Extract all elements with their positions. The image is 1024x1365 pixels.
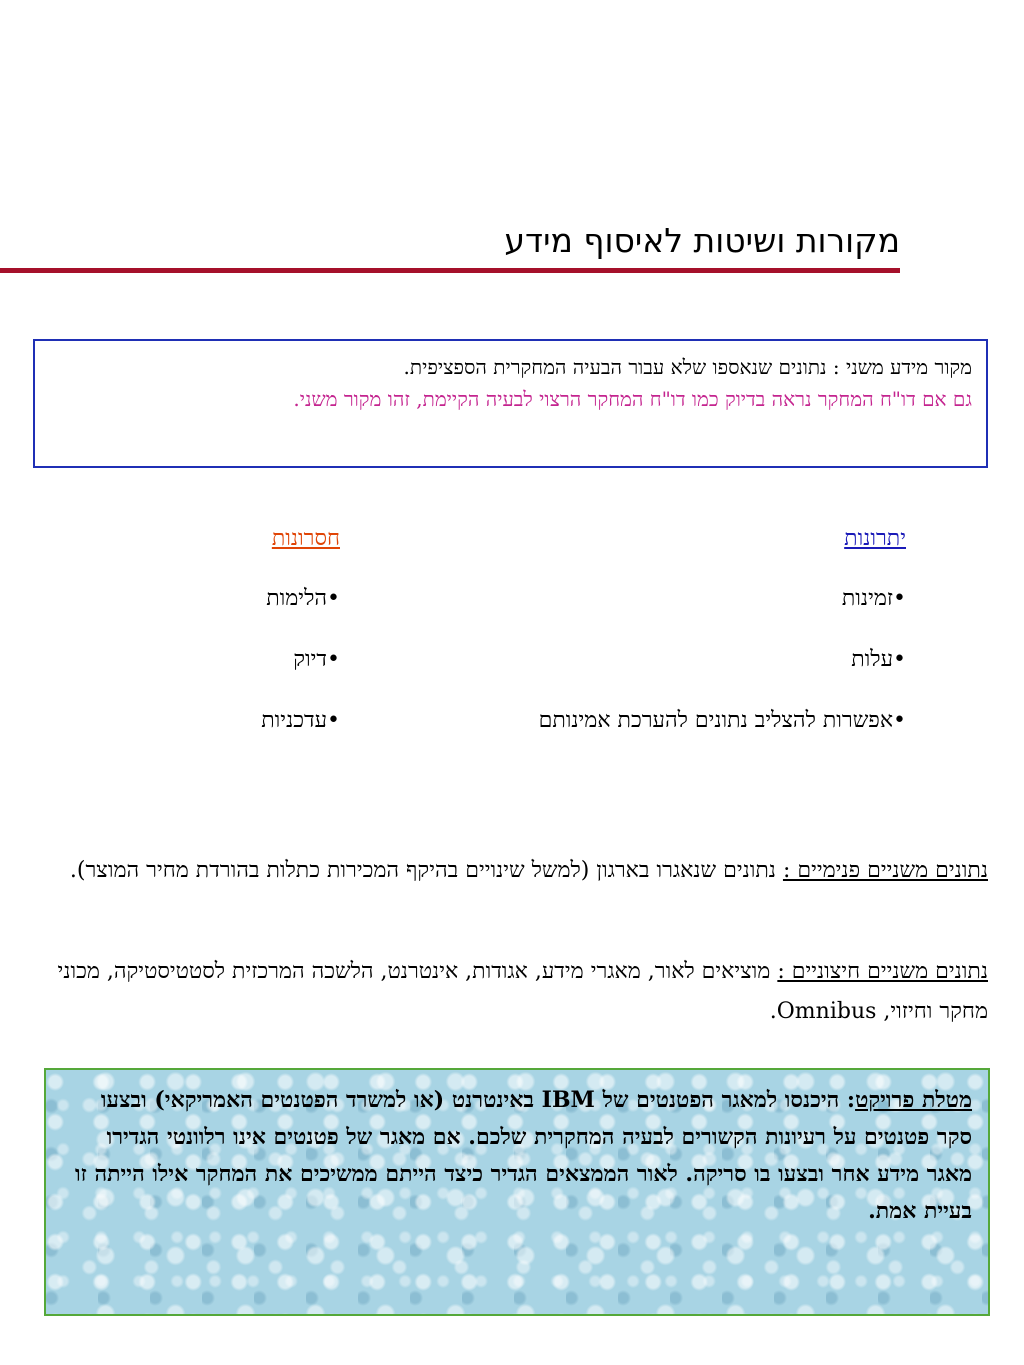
internal-data-text: נתונים שנאגרו בארגון (למשל שינויים בהיקף המכירות כתלות בהורדת מחיר המוצר). xyxy=(69,858,783,883)
disadvantages-list xyxy=(110,583,340,766)
title-underline xyxy=(0,268,900,273)
external-data-text: מוציאים לאור, מאגרי מידע, אגודות, אינטרנט, הלשכה המרכזית לסטטיסטיקה, מכוני מחקר וחיזוי, xyxy=(57,959,988,1024)
definition-text: מקור מידע משני : נתונים שנאספו שלא עבור הבעיה המחקרית הספציפית. xyxy=(403,355,972,379)
external-data-end: . xyxy=(769,999,777,1024)
disadvantage-item: •עדכניות xyxy=(261,708,340,733)
disadvantage-item: •דיוק xyxy=(293,647,340,672)
omnibus-term: Omnibus xyxy=(776,999,877,1024)
disadvantage-item: •הלימות xyxy=(266,586,340,611)
external-data-label: נתונים משניים חיצוניים : xyxy=(777,959,988,984)
definition-box xyxy=(33,339,988,468)
project-assignment-text: : היכנסו למאגר הפטנטים של IBM באינטרנט (או למשרד הפטנטים האמריקאי) ובצעו סקר פטנטים על רעיונות הקשורים לבעיה המחקרית שלכם. אם מאגר של פטנטים אינו רלוונטי הגדירו מאגר מידע אחר ובצעו בו סריקה. לאור הממצאים הגדיר כיצד הייתם ממשיכים את המחקר אילו הייתה זו בעיית אמת. xyxy=(75,1087,972,1224)
project-assignment-label: מטלת פרויקט xyxy=(855,1087,972,1113)
internal-data-paragraph xyxy=(38,851,988,891)
definition-note: גם אם דו"ח המחקר נראה בדיוק כמו דו"ח המחקר הרצוי לבעיה הקיימת, זהו מקור משני. xyxy=(293,387,972,411)
external-data-paragraph xyxy=(38,952,988,1032)
advantage-item: •זמינות xyxy=(841,586,906,611)
advantages-heading: יתרונות xyxy=(844,526,906,551)
disadvantages-heading: חסרונות xyxy=(271,526,340,551)
page-title: מקורות ושיטות לאיסוף מידע xyxy=(504,221,900,260)
advantage-item: •עלות xyxy=(851,647,906,672)
internal-data-label: נתונים משניים פנימיים : xyxy=(782,858,988,883)
advantages-list xyxy=(486,583,906,766)
advantage-item: •אפשרות להצליב נתונים להערכת אמינותם xyxy=(538,708,906,733)
project-assignment-box xyxy=(44,1068,990,1316)
